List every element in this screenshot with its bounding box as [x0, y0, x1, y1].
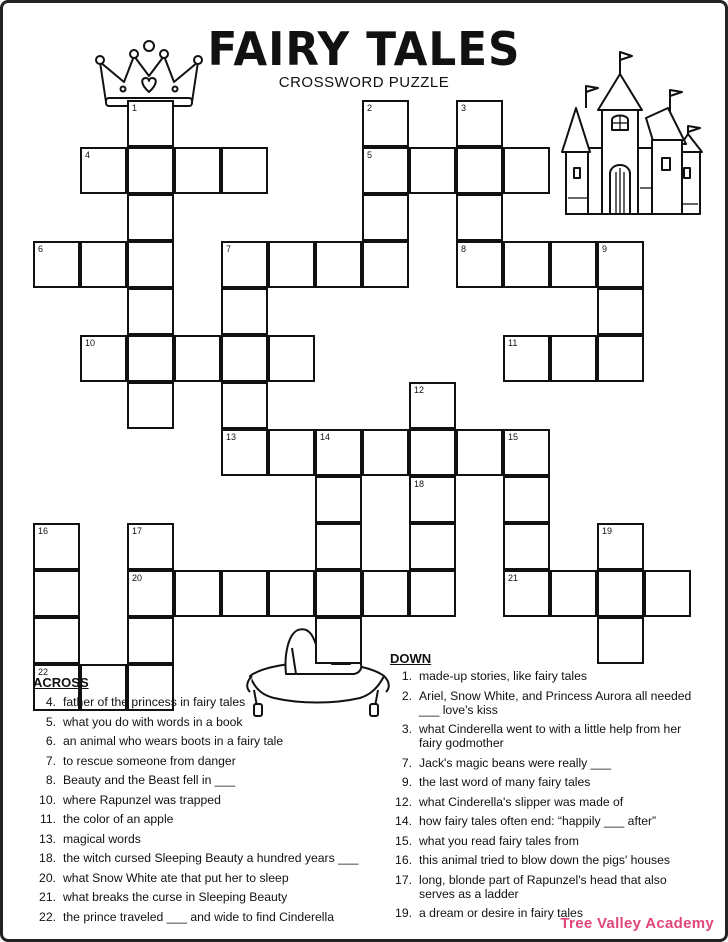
clue-text: what breaks the curse in Sleeping Beauty — [63, 890, 288, 904]
clue-text: the witch cursed Sleeping Beauty a hundred years ___ — [63, 851, 359, 865]
grid-cell[interactable] — [315, 617, 362, 664]
clue-label-number: 16. — [395, 853, 412, 867]
grid-cell[interactable] — [456, 147, 503, 194]
clue-label-number: 18. — [39, 851, 56, 865]
grid-cell[interactable] — [221, 288, 268, 335]
clue-number: 10 — [85, 338, 96, 348]
grid-cell[interactable] — [597, 570, 644, 617]
grid-cell[interactable] — [456, 429, 503, 476]
clue-label-number: 12. — [395, 794, 412, 809]
grid-cell[interactable] — [33, 241, 80, 288]
grid-cell[interactable] — [127, 570, 174, 617]
grid-cell[interactable] — [33, 617, 80, 664]
castle-icon — [558, 48, 706, 218]
across-clue — [28, 793, 368, 807]
down-clue — [384, 853, 704, 867]
clue-label-number: 4. — [45, 695, 56, 709]
down-clue — [384, 814, 704, 828]
clue-text: this animal tried to blow down the pigs' houses — [419, 853, 670, 867]
clue-number: 12 — [414, 385, 425, 395]
grid-cell[interactable] — [268, 335, 315, 382]
clue-text: made-up stories, like fairy tales — [419, 669, 587, 683]
clue-label-number: 13. — [39, 831, 56, 846]
grid-cell[interactable] — [550, 241, 597, 288]
grid-cell[interactable] — [503, 570, 550, 617]
across-clue — [28, 695, 368, 709]
grid-cell[interactable] — [362, 241, 409, 288]
grid-cell[interactable] — [409, 523, 456, 570]
grid-cell[interactable] — [362, 100, 409, 147]
grid-cell[interactable] — [127, 335, 174, 382]
down-clue — [384, 795, 704, 809]
grid-cell[interactable] — [362, 147, 409, 194]
clue-label-number: 21. — [39, 890, 56, 904]
clue-label-number: 10. — [39, 792, 56, 807]
down-clue — [384, 689, 704, 717]
across-clue — [28, 754, 368, 768]
grid-cell[interactable] — [597, 523, 644, 570]
clue-label-number: 5. — [45, 714, 56, 729]
grid-cell[interactable] — [315, 429, 362, 476]
clue-text: what you read fairy tales from — [419, 833, 579, 848]
clue-label-number: 22. — [39, 909, 56, 924]
clue-text: Ariel, Snow White, and Princess Aurora all needed ___ love's kiss — [419, 688, 692, 717]
clue-number: 17 — [132, 526, 143, 536]
grid-cell[interactable] — [221, 147, 268, 194]
grid-cell[interactable] — [268, 429, 315, 476]
down-clue — [384, 775, 704, 789]
clue-text: what you do with words in a book — [63, 714, 243, 729]
across-clue — [28, 812, 368, 826]
clue-text: a dream or desire in fairy tales — [419, 906, 583, 920]
brand-logo-text: Tree Valley Academy — [560, 915, 714, 932]
grid-cell[interactable] — [33, 523, 80, 570]
clue-number: 13 — [226, 432, 237, 442]
across-clue — [28, 715, 368, 729]
clue-label-number: 9. — [401, 775, 412, 789]
grid-cell[interactable] — [409, 429, 456, 476]
grid-cell[interactable] — [409, 147, 456, 194]
across-clue — [28, 890, 368, 904]
clue-label-number: 2. — [401, 688, 412, 703]
grid-cell[interactable] — [268, 570, 315, 617]
clue-number: 5 — [367, 150, 373, 160]
clue-number: 19 — [602, 526, 613, 536]
clue-number: 14 — [320, 432, 331, 442]
clue-label-number: 8. — [45, 773, 56, 787]
grid-cell[interactable] — [174, 147, 221, 194]
grid-cell[interactable] — [80, 241, 127, 288]
grid-cell[interactable] — [503, 147, 550, 194]
clue-number: 7 — [226, 244, 232, 254]
grid-cell[interactable] — [33, 570, 80, 617]
grid-cell[interactable] — [456, 194, 503, 241]
across-clue — [28, 851, 368, 865]
clue-number: 15 — [508, 432, 519, 442]
grid-cell[interactable] — [597, 617, 644, 664]
clue-number: 11 — [508, 338, 518, 348]
grid-cell[interactable] — [503, 335, 550, 382]
grid-cell[interactable] — [221, 335, 268, 382]
clue-number: 3 — [461, 103, 467, 113]
clue-number: 21 — [508, 573, 519, 583]
clue-number: 20 — [132, 573, 143, 583]
page-title: FAIRY TALES — [207, 22, 521, 76]
clue-text: what Snow White ate that put her to sleep — [63, 870, 289, 885]
grid-cell[interactable] — [597, 335, 644, 382]
clue-label-number: 15. — [395, 833, 412, 848]
clue-text: father of the princess in fairy tales — [63, 695, 246, 709]
clue-text: an animal who wears boots in a fairy tale — [63, 734, 284, 748]
across-clue — [28, 910, 368, 924]
clue-number: 9 — [602, 244, 608, 254]
down-clue — [384, 873, 704, 901]
grid-cell[interactable] — [268, 241, 315, 288]
grid-cell[interactable] — [456, 241, 503, 288]
clue-label-number: 6. — [45, 734, 56, 748]
grid-cell[interactable] — [644, 570, 691, 617]
grid-cell[interactable] — [127, 194, 174, 241]
grid-cell[interactable] — [127, 241, 174, 288]
clue-number: 1 — [132, 103, 138, 113]
grid-cell[interactable] — [409, 476, 456, 523]
clue-number: 2 — [367, 103, 373, 113]
clue-label-number: 11. — [39, 812, 56, 826]
clue-label-number: 7. — [401, 755, 412, 770]
grid-cell[interactable] — [174, 570, 221, 617]
grid-cell[interactable] — [127, 523, 174, 570]
clue-text: Beauty and the Beast fell in ___ — [63, 773, 236, 787]
grid-cell[interactable] — [221, 429, 268, 476]
clue-text: magical words — [63, 831, 141, 846]
grid-cell[interactable] — [221, 241, 268, 288]
down-clue — [384, 722, 704, 750]
grid-cell[interactable] — [80, 147, 127, 194]
grid-cell[interactable] — [362, 570, 409, 617]
clue-text: the color of an apple — [63, 812, 174, 826]
grid-cell[interactable] — [597, 288, 644, 335]
down-clue — [384, 834, 704, 848]
across-clue — [28, 832, 368, 846]
clue-label-number: 3. — [401, 722, 412, 736]
grid-cell[interactable] — [503, 241, 550, 288]
down-clue — [384, 756, 704, 770]
grid-cell[interactable] — [174, 335, 221, 382]
across-clue — [28, 871, 368, 885]
clue-label-number: 14. — [395, 814, 412, 828]
grid-cell[interactable] — [503, 429, 550, 476]
clue-text: where Rapunzel was trapped — [63, 792, 221, 807]
grid-cell[interactable] — [456, 100, 503, 147]
grid-cell[interactable] — [315, 523, 362, 570]
across-heading: ACROSS — [33, 675, 89, 690]
clue-label-number: 1. — [401, 669, 412, 683]
clue-number: 22 — [38, 667, 49, 677]
grid-cell[interactable] — [409, 570, 456, 617]
grid-cell[interactable] — [315, 241, 362, 288]
grid-cell[interactable] — [315, 570, 362, 617]
clue-text: to rescue someone from danger — [63, 753, 236, 768]
clue-label-number: 19. — [395, 906, 412, 920]
clue-text: long, blonde part of Rapunzel's head that also serves as a ladder — [419, 872, 667, 901]
down-heading: DOWN — [390, 651, 432, 666]
clue-number: 8 — [461, 244, 467, 254]
clue-text: what Cinderella went to with a little help from her fairy godmother — [419, 722, 682, 750]
clue-number: 4 — [85, 150, 91, 160]
grid-cell[interactable] — [221, 382, 268, 429]
down-clue — [384, 669, 704, 683]
clue-label-number: 20. — [39, 870, 56, 885]
clue-number: 6 — [38, 244, 44, 254]
grid-cell[interactable] — [127, 382, 174, 429]
grid-cell[interactable] — [597, 241, 644, 288]
grid-cell[interactable] — [550, 570, 597, 617]
grid-cell[interactable] — [503, 523, 550, 570]
grid-cell[interactable] — [127, 288, 174, 335]
grid-cell[interactable] — [409, 382, 456, 429]
clue-text: what Cinderella's slipper was made of — [419, 794, 624, 809]
clue-text: how fairy tales often end: “happily ___ after” — [419, 814, 657, 828]
grid-cell[interactable] — [550, 335, 597, 382]
grid-cell[interactable] — [127, 100, 174, 147]
grid-cell[interactable] — [315, 476, 362, 523]
clue-number: 16 — [38, 526, 49, 536]
clue-label-number: 7. — [45, 753, 56, 768]
grid-cell[interactable] — [503, 476, 550, 523]
across-clue — [28, 734, 368, 748]
across-clue — [28, 773, 368, 787]
grid-cell[interactable] — [127, 147, 174, 194]
clue-text: the last word of many fairy tales — [419, 775, 591, 789]
grid-cell[interactable] — [80, 335, 127, 382]
page-subtitle: CROSSWORD PUZZLE — [278, 74, 450, 91]
clue-text: Jack's magic beans were really ___ — [419, 755, 612, 770]
clue-text: the prince traveled ___ and wide to find Cinderella — [63, 909, 335, 924]
grid-cell[interactable] — [362, 429, 409, 476]
grid-cell[interactable] — [127, 617, 174, 664]
grid-cell[interactable] — [362, 194, 409, 241]
grid-cell[interactable] — [221, 570, 268, 617]
clue-label-number: 17. — [395, 872, 412, 887]
clue-number: 18 — [414, 479, 425, 489]
